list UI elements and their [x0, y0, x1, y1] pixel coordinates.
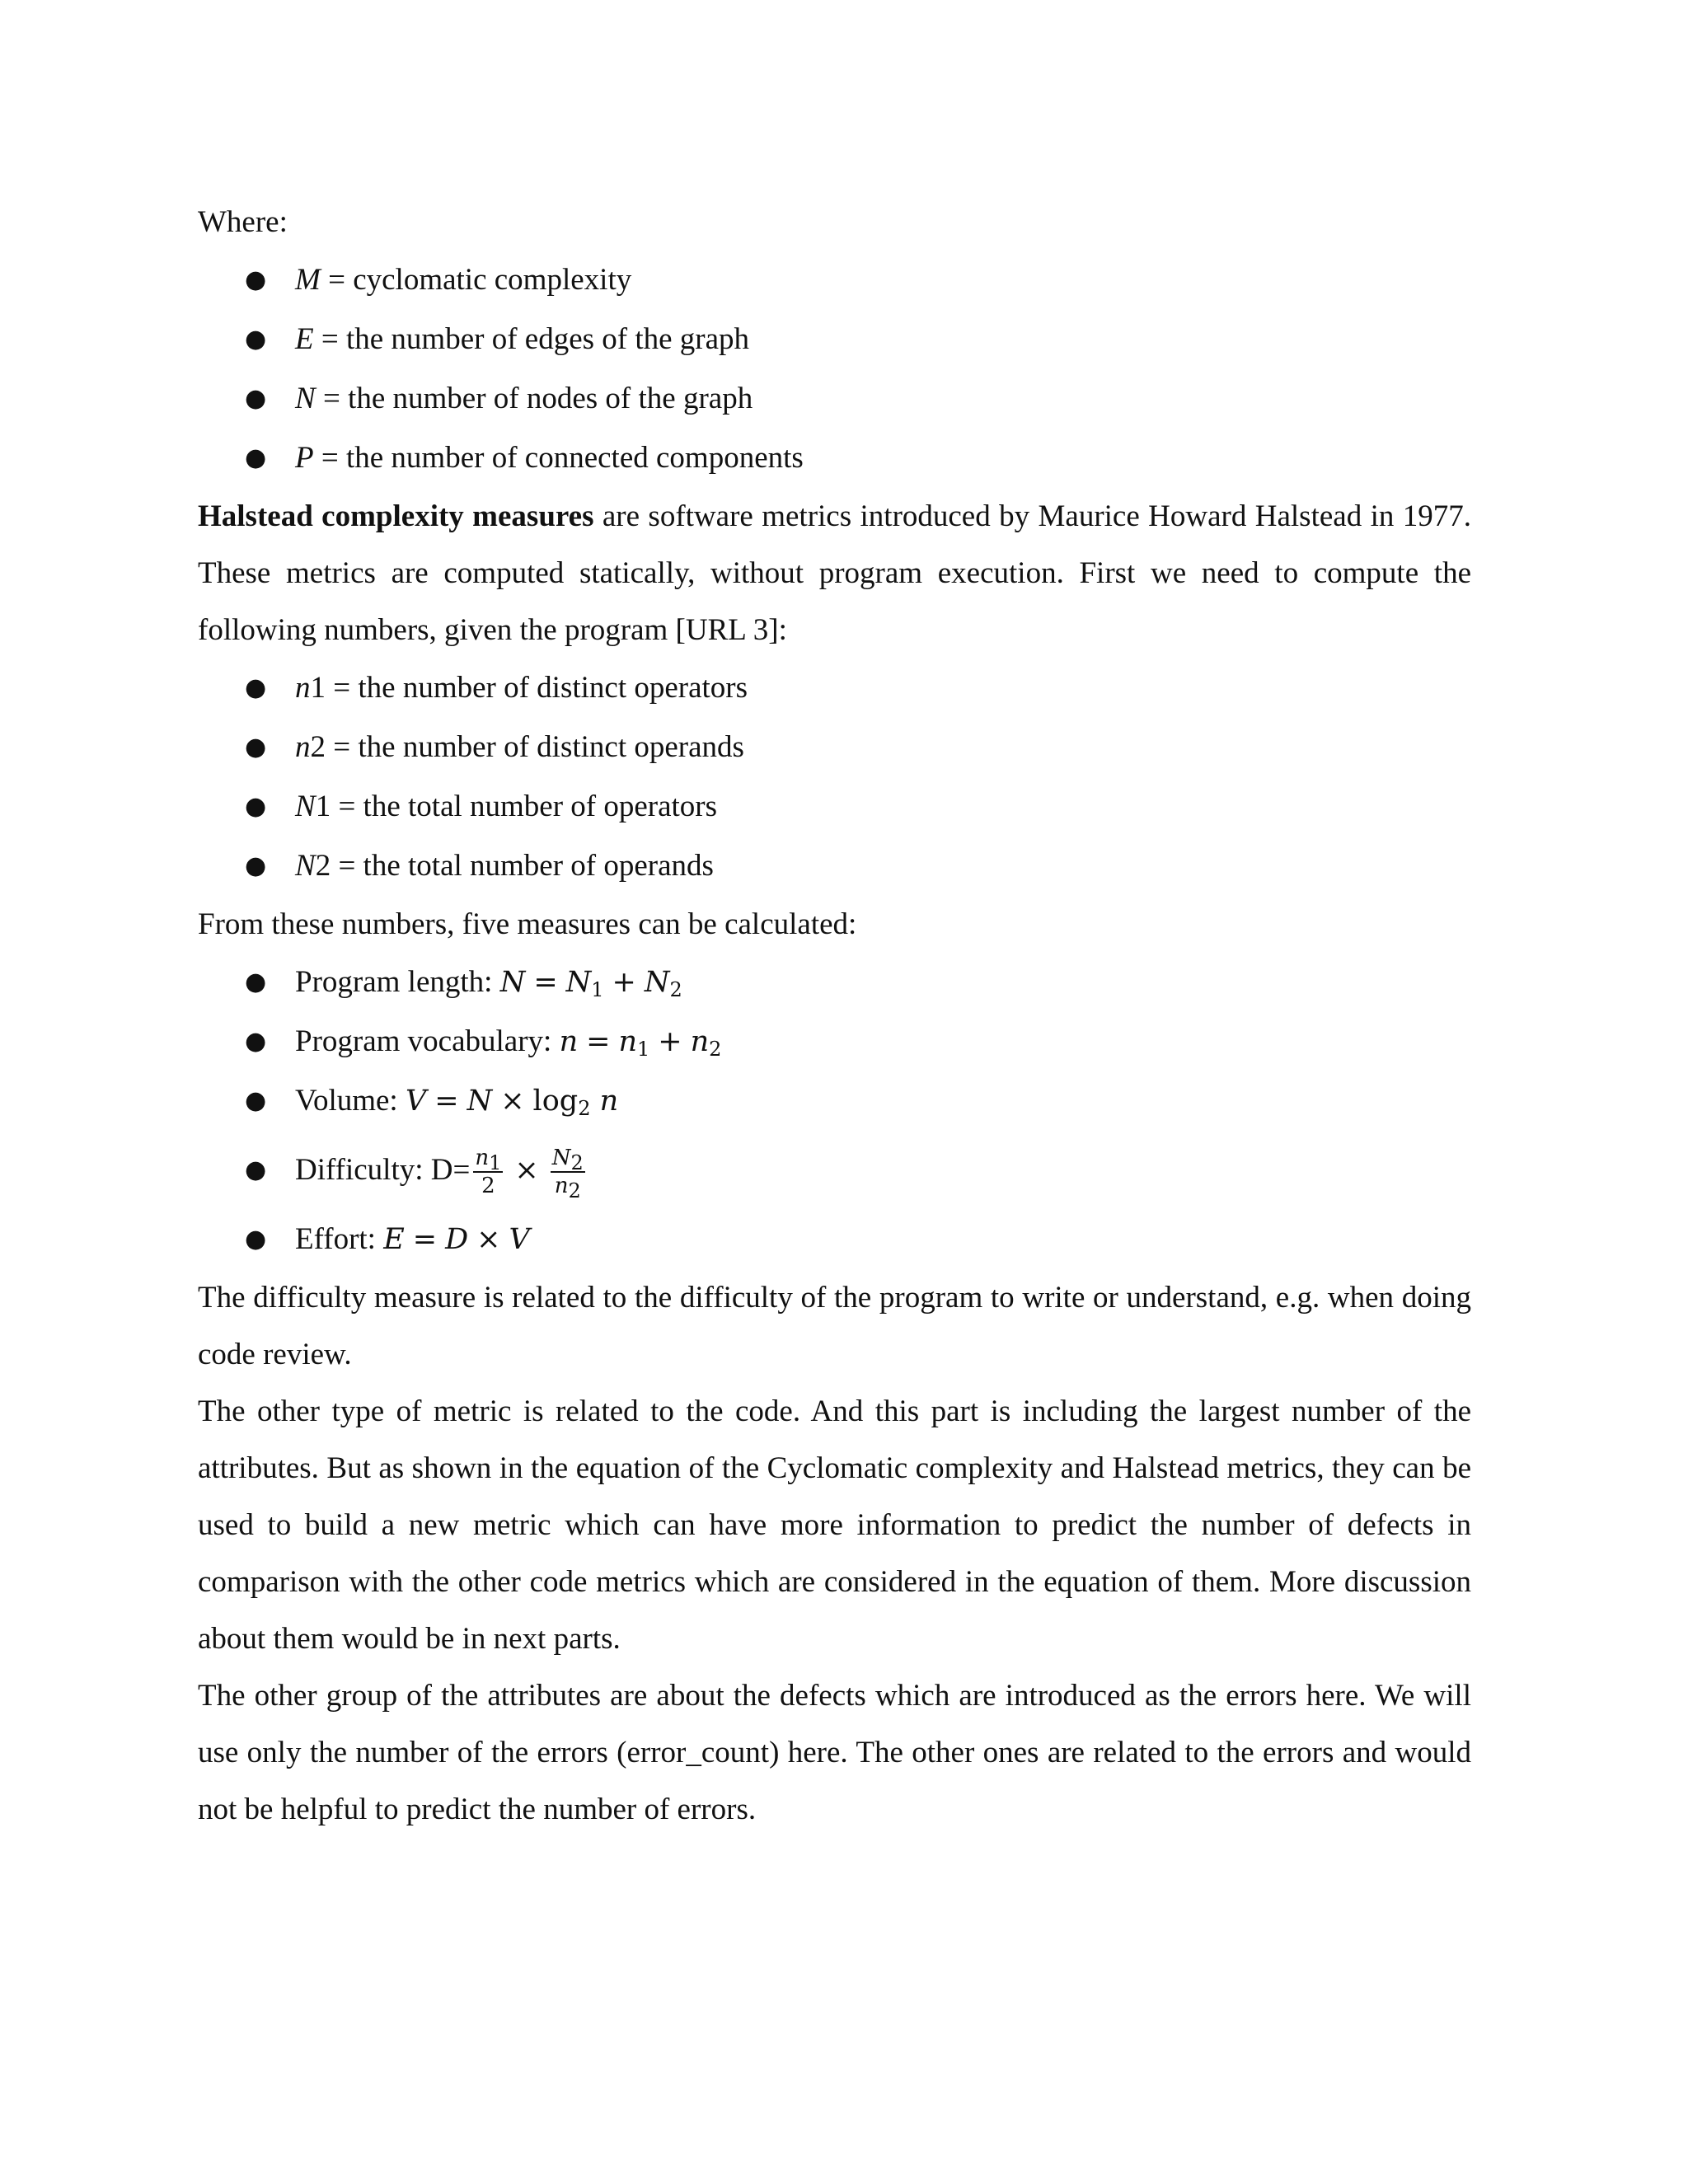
variable-symbol: N [295, 790, 316, 823]
list-item [198, 777, 1471, 837]
measure-difficulty [198, 1131, 1471, 1210]
list-item [198, 369, 1471, 429]
code-metric-paragraph: The other type of metric is related to the code. And this part is including the largest number of the attributes. But as shown in the equation of the Cyclomatic complexity and Halstead metrics, they can be used to build a new metric which can have more information to predict the number of defects in comparison with the other code metrics which are considered in the equation of them. More discussion about them would be in next parts. [198, 1394, 1471, 1656]
document-page [198, 194, 1471, 1838]
measure-label: Program vocabulary: [295, 1024, 560, 1058]
variable-symbol: n [295, 671, 311, 705]
formula-difficulty: $\frac{n_1}{2}$ × $\frac{N_2}{n_2}$ [475, 1145, 584, 1202]
bullet-icon: ● [245, 851, 267, 880]
variable-definition: = the number of distinct operands [326, 730, 744, 764]
list-item [198, 837, 1471, 896]
variable-index: 2 [310, 730, 326, 764]
variable-definition: = the number of distinct operators [326, 671, 748, 705]
where-label: Where: [198, 205, 288, 239]
halstead-term: Halstead complexity measures [198, 499, 594, 533]
list-item [198, 658, 1471, 718]
variable-definition: = the number of nodes of the graph [315, 382, 753, 415]
bullet-icon: ● [245, 792, 267, 821]
bullet-icon: ● [245, 733, 267, 762]
halstead-intro-text: are software metrics introduced by Maurice Howard Halstead in 1977. These metrics are computed statically, without program execution. First we need to compute the following numbers, given the program [URL 3]: [198, 499, 1471, 647]
formula-program-length: $N = N_1 + N_2$ [499, 966, 682, 1001]
formula-program-vocabulary: $n = n_1 + n_2$ [559, 1025, 722, 1061]
measures-intro: From these numbers, five measures can be calculated: [198, 907, 857, 941]
measure-effort [198, 1210, 1471, 1269]
cyclomatic-variable-list [198, 251, 1471, 488]
measure-label: Difficulty: D= [295, 1153, 471, 1187]
bullet-icon: ● [245, 325, 267, 354]
halstead-intro-paragraph [198, 488, 1471, 658]
fraction-N2-over-n2: $\frac{N_2}{n_2}$ [551, 1145, 584, 1202]
measure-volume [198, 1071, 1471, 1131]
formula-volume: $V = N \times \log_2 n$ [405, 1085, 619, 1120]
formula-effort: E = D × V [383, 1223, 530, 1256]
variable-symbol: E [295, 322, 314, 356]
measure-label: Program length: [295, 965, 500, 999]
bullet-icon: ● [245, 443, 267, 472]
bullet-icon: ● [245, 1086, 267, 1115]
measure-label: Effort: [295, 1222, 384, 1256]
bullet-icon: ● [245, 968, 267, 996]
variable-index: 1 [315, 790, 331, 823]
variable-definition: = cyclomatic complexity [320, 263, 632, 297]
bullet-icon: ● [245, 1027, 267, 1056]
variable-index: 1 [310, 671, 326, 705]
variable-definition: = the total number of operators [331, 790, 718, 823]
variable-symbol: n [295, 730, 311, 764]
fraction-n1-over-2: $\frac{n_1}{2}$ [475, 1145, 502, 1198]
variable-definition: = the number of edges of the graph [313, 322, 750, 356]
halstead-count-list [198, 658, 1471, 896]
halstead-measures-list [198, 953, 1471, 1269]
variable-definition: = the total number of operands [331, 849, 714, 883]
variable-symbol: N [295, 382, 316, 415]
variable-symbol: N [295, 849, 316, 883]
variable-index: 2 [315, 849, 331, 883]
measure-program-length [198, 953, 1471, 1012]
bullet-icon: ● [245, 1155, 267, 1184]
list-item [198, 429, 1471, 488]
variable-symbol: M [295, 263, 321, 297]
difficulty-paragraph: The difficulty measure is related to the difficulty of the program to write or understand, e.g. when doing code review. [198, 1281, 1471, 1371]
variable-symbol: P [295, 441, 314, 475]
measure-label: Volume: [295, 1084, 406, 1118]
bullet-icon: ● [245, 673, 267, 702]
measure-program-vocabulary [198, 1012, 1471, 1071]
variable-definition: = the number of connected components [313, 441, 804, 475]
bullet-icon: ● [245, 265, 267, 294]
bullet-icon: ● [245, 1225, 267, 1254]
defects-paragraph: The other group of the attributes are about the defects which are introduced as the errors here. We will use only the number of the errors (error_count) here. The other ones are related to the errors and would not be helpful to predict the number of errors. [198, 1679, 1471, 1826]
list-item [198, 251, 1471, 310]
list-item [198, 310, 1471, 369]
bullet-icon: ● [245, 384, 267, 413]
list-item [198, 718, 1471, 777]
